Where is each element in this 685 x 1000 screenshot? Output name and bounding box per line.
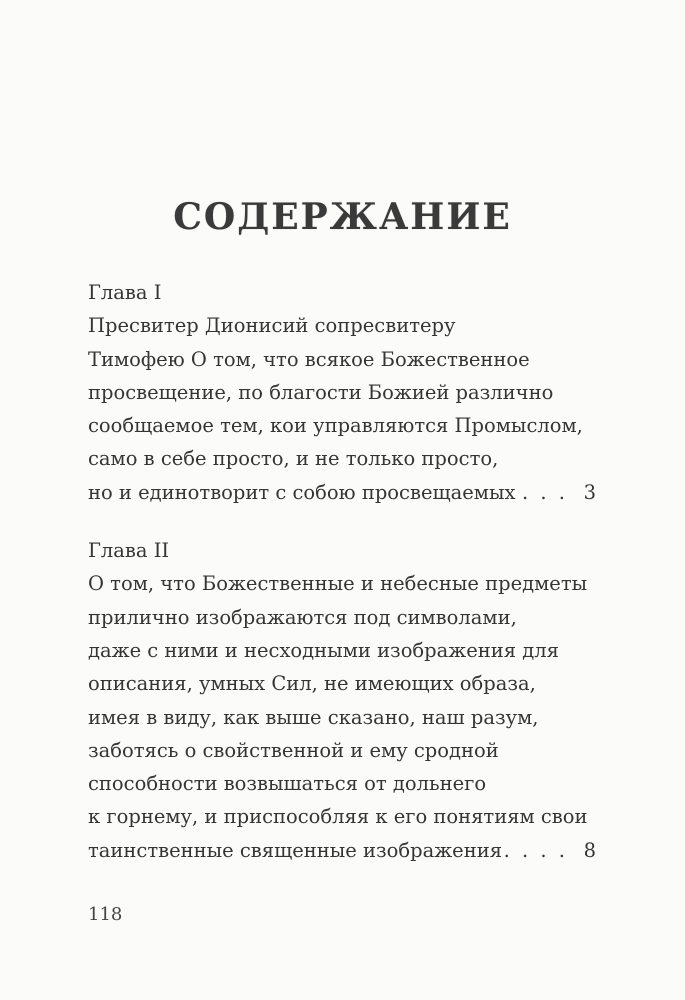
dot-leader: . . . . — [503, 838, 568, 862]
page-number: 8 — [583, 838, 596, 862]
entry-text-line: способности возвышаться от дольнего — [88, 772, 487, 796]
entry-text-line: но и единотворит с собою просвещаемых — [88, 480, 516, 504]
entry-text-line: описания, умных Сил, не имеющих образа, — [88, 672, 536, 696]
entry-text-line: даже с ними и несходными изображения для — [88, 638, 559, 662]
entry-text-line: просвещение, по благости Божией различно — [88, 380, 554, 404]
entry-text-line: таинственные священные изображения — [88, 838, 503, 862]
entry-text-line: само в себе просто, и не только просто, — [88, 447, 499, 471]
entry-text-line: О том, что Божественные и небесные предметы — [88, 572, 588, 596]
entry-text-line: к горнему, и приспособляя к его понятиям свои — [88, 805, 588, 829]
entry-text-line: заботясь о свойственной и ему сродной — [88, 738, 499, 762]
chapter-label: Глава II — [88, 539, 170, 563]
entry-text-line: имея в виду, как выше сказано, наш разум, — [88, 705, 539, 729]
entry-text-line: прилично изображаются под символами, — [88, 605, 517, 629]
entry-last-line — [88, 834, 598, 867]
page-title: СОДЕРЖАНИЕ — [173, 196, 512, 238]
table-of-contents — [88, 276, 598, 892]
toc-entry-chapter-1 — [88, 276, 598, 509]
entry-last-line — [88, 476, 598, 509]
entry-text-line: Тимофею О том, что всякое Божественное — [88, 347, 530, 371]
chapter-label: Глава I — [88, 281, 162, 304]
entry-text-line: Пресвитер Дионисий сопресвитеру — [88, 314, 456, 338]
toc-entry-chapter-2 — [88, 534, 598, 867]
folio-page-number: 118 — [88, 904, 123, 925]
dot-leader: . . . — [522, 480, 568, 504]
entry-text-line: сообщаемое тем, кои управляются Промыслом, — [88, 414, 583, 438]
page-number: 3 — [583, 480, 596, 504]
